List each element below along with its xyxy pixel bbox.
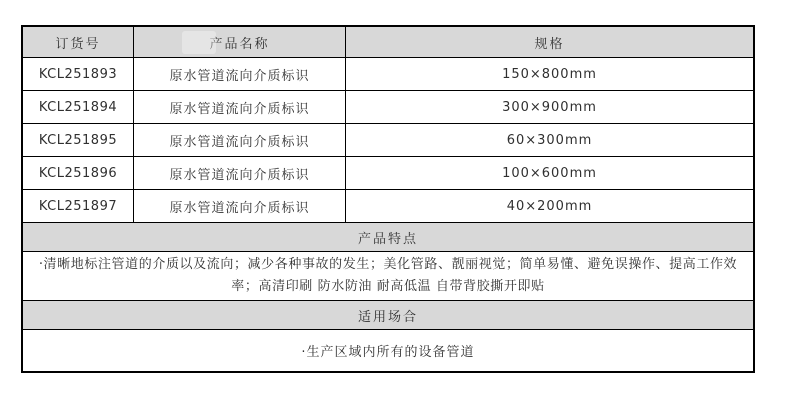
product-spec-table bbox=[21, 25, 755, 373]
order-no-cell: KCL251896 bbox=[23, 157, 134, 189]
features-section-title: 产品特点 bbox=[23, 223, 753, 252]
order-no-cell: KCL251894 bbox=[23, 91, 134, 123]
product-name-cell: 原水管道流向介质标识 bbox=[134, 91, 346, 123]
product-name-cell: 原水管道流向介质标识 bbox=[134, 58, 346, 90]
order-no-cell: KCL251895 bbox=[23, 124, 134, 156]
order-no-cell: KCL251897 bbox=[23, 190, 134, 222]
product-name-cell: 原水管道流向介质标识 bbox=[134, 190, 346, 222]
spec-cell: 40×200mm bbox=[506, 198, 593, 214]
product-name-cell: 原水管道流向介质标识 bbox=[134, 157, 346, 189]
column-header-product-name bbox=[134, 27, 346, 57]
order-no-cell: KCL251893 bbox=[23, 58, 134, 90]
table-row bbox=[23, 190, 753, 223]
table-row bbox=[23, 124, 753, 157]
spec-cell: 100×600mm bbox=[502, 165, 597, 181]
product-name-cell: 原水管道流向介质标识 bbox=[134, 124, 346, 156]
spec-cell: 60×300mm bbox=[506, 132, 593, 148]
table-row bbox=[23, 91, 753, 124]
table-row bbox=[23, 157, 753, 190]
table-header-row bbox=[23, 27, 753, 58]
column-header-product-name-label: 产品名称 bbox=[209, 36, 270, 52]
column-header-order-no: 订货号 bbox=[23, 27, 134, 57]
spec-cell: 150×800mm bbox=[502, 66, 597, 82]
table-row bbox=[23, 58, 753, 91]
occasions-section-title: 适用场合 bbox=[23, 301, 753, 330]
column-header-spec: 规格 bbox=[534, 36, 565, 52]
spec-cell: 300×900mm bbox=[502, 99, 597, 115]
features-section-content: ·清晰地标注管道的介质以及流向；减少各种事故的发生；美化管路、靓丽视觉；简单易懂、避免误操作、提高工作效率；高清印刷 防水防油 耐高低温 自带背胶撕开即贴 bbox=[23, 252, 753, 301]
occasions-section-content: ·生产区域内所有的设备管道 bbox=[23, 330, 753, 371]
